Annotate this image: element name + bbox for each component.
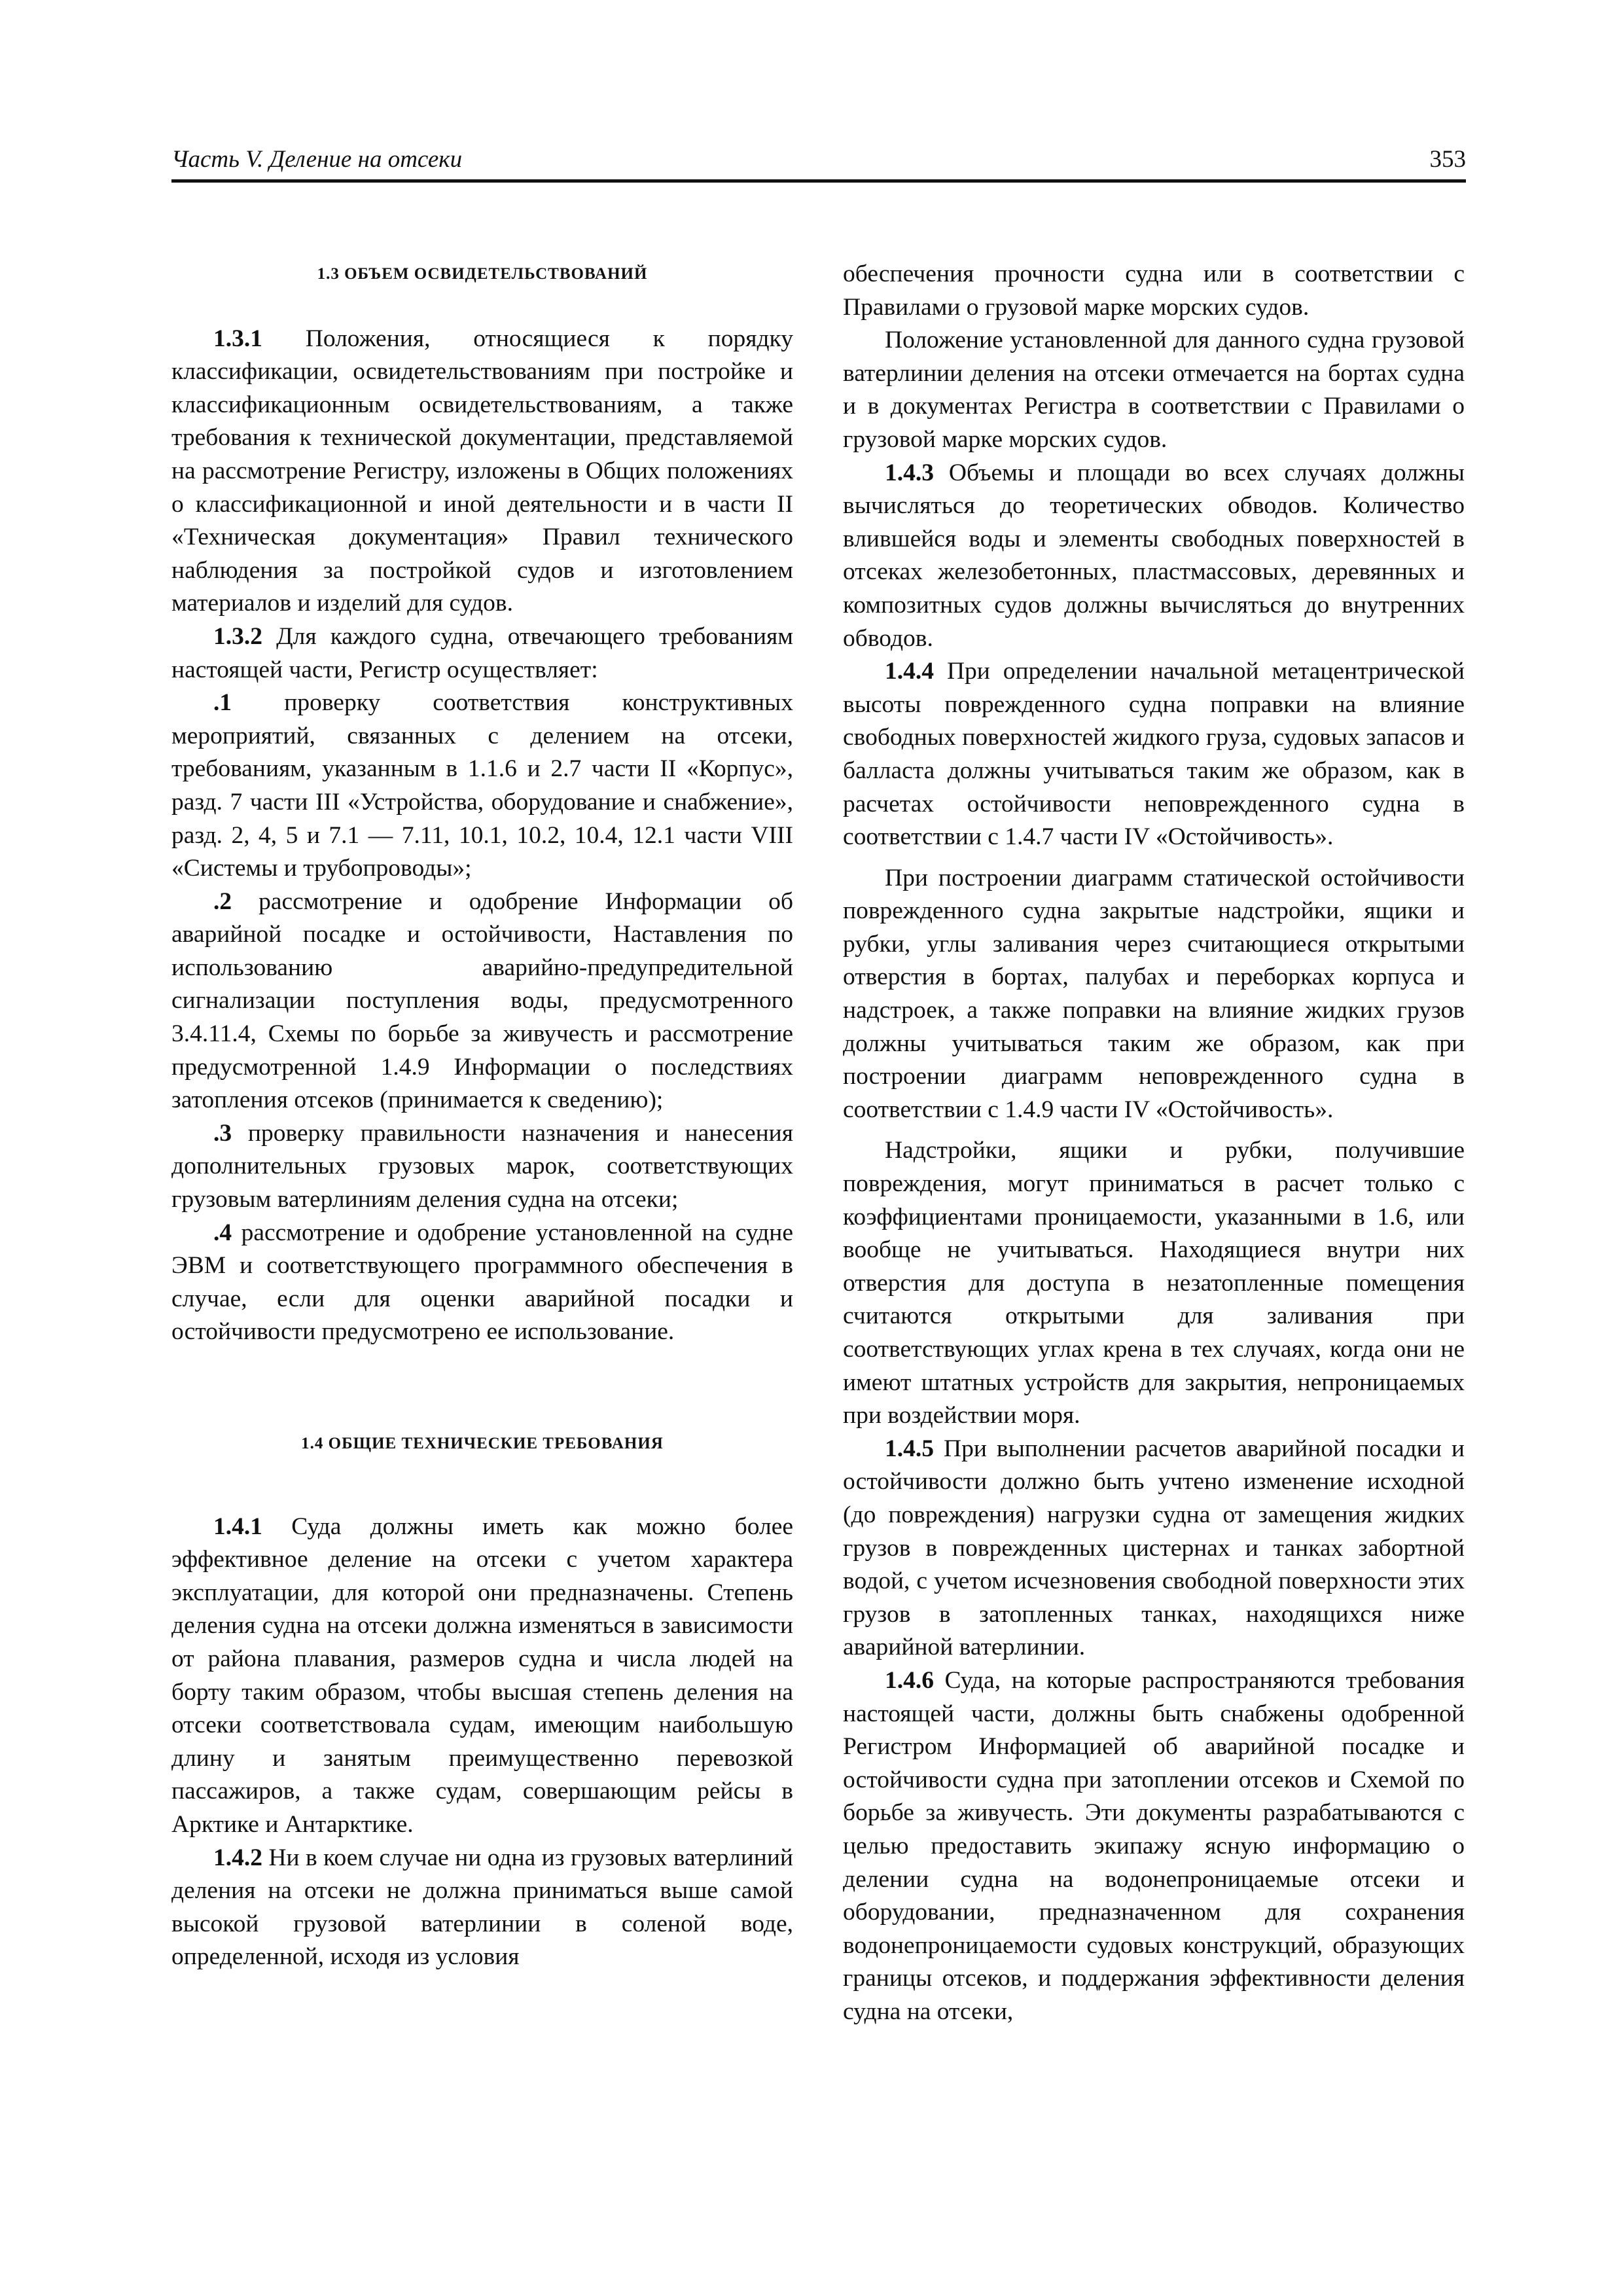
list-item-2 <box>171 886 793 1117</box>
paragraph-1-4-4 <box>843 655 1465 854</box>
paragraph-text: Суда должны иметь как можно более эффективное деление на отсеки с учетом характера эксплуатации, для которой они предназначены. Степень деления судна на отсеки должна изменяться в зависимости от района плавания, размеров судна и числа людей на борту таким образом, чтобы высшая степень деления на отсеки соответствовала судам, имеющим наибольшую длину и занятым преимущественно перевозкой пассажиров, а также судам, совершающим рейсы в Арктике и Антарктике. <box>171 1513 793 1838</box>
section-heading-1-3: 1.3 ОБЪЕМ ОСВИДЕТЕЛЬСТВОВАНИЙ <box>317 265 648 283</box>
paragraph-stability-diagrams: При построении диаграмм статической остойчивости поврежденного судна закрытые надстройки, ящики и рубки, углы заливания через считающиеся открытыми отверстия в бортах, палубах и переборках корпуса и надстроек, а также поправки на влияние жидких грузов должны учитываться таким же образом, как при построении диаграмм неповрежденного судна в соответствии с 1.4.9 части IV «Остойчивость». <box>843 864 1465 1123</box>
clause-number: 1.4.4 <box>885 658 934 685</box>
clause-number: 1.4.1 <box>213 1513 262 1540</box>
paragraph-1-4-6 <box>843 1664 1465 2029</box>
running-title: Часть V. Деление на отсеки <box>171 146 463 173</box>
paragraph-text: Для каждого судна, отвечающего требованиям настоящей части, Регистр осуществляет: <box>171 622 793 683</box>
item-text: проверку соответствия конструктивных мероприятий, связанных с делением на отсеки, требованиям, указанным в 1.1.6 и 2.7 части II «Корпус», разд. 7 части III «Устройства, оборудование и снабжение», разд. 2, 4, 5 и 7.1 — 7.11, 10.1, 10.2, 10.4, 12.1 части VIII «Системы и трубопроводы»; <box>171 689 793 882</box>
list-item-3 <box>171 1117 793 1217</box>
clause-number: 1.4.6 <box>885 1666 934 1694</box>
list-item-1 <box>171 687 793 886</box>
paragraph-text: При выполнении расчетов аварийной посадки и остойчивости должно быть учтено изменение исходной (до повреждения) нагрузки судна от замещения жидких грузов в поврежденных цистернах и танках забортной водой, с учетом исчезновения свободной поверхности этих грузов в затопленных танках, находящихся ниже аварийной ватерлинии. <box>843 1435 1465 1661</box>
paragraph-text: Положения, относящиеся к порядку классификации, освидетельствованиям при постройке и классификационным освидетельствованиям, а также требования к технической документации, представляемой на рассмотрение Регистру, изложены в Общих положениях о классификационной и иной деятельности и в части II «Техническая документация» Правил технического наблюдения за постройкой судов и изготовлением материалов и изделий для судов. <box>171 325 793 617</box>
clause-number: 1.3.2 <box>213 622 262 650</box>
clause-number: 1.4.2 <box>213 1844 262 1871</box>
item-text: рассмотрение и одобрение установленной на судне ЭВМ и соответствующего программного обеспечения в случае, если для оценки аварийной посадки и остойчивости предусмотрено ее использование. <box>171 1219 793 1346</box>
clause-number: 1.4.3 <box>885 459 934 486</box>
paragraph-text: Объемы и площади во всех случаях должны вычисляться до теоретических обводов. Количество влившейся воды и элементы свободных поверхностей в отсеках железобетонных, пластмассовых, деревянных и композитных судов должны вычисляться до внутренних обводов. <box>843 459 1465 652</box>
list-item-4 <box>171 1217 793 1349</box>
left-column <box>171 258 793 1974</box>
paragraph-1-3-1 <box>171 323 793 620</box>
item-number: .2 <box>213 888 232 915</box>
item-text: рассмотрение и одобрение Информации об аварийной посадке и остойчивости, Наставления по использованию аварийно-предупредительной сигнализации поступления воды, предусмотренного 3.4.11.4, Схемы по борьбе за живучесть и рассмотрение предусмотренной 1.4.9 Информации о последствиях затопления отсеков (принимается к сведению); <box>171 888 793 1114</box>
item-text: проверку правильности назначения и нанесения дополнительных грузовых марок, соответствующих грузовым ватерлиниям деления судна на отсеки; <box>171 1119 793 1213</box>
paragraph-text: Суда, на которые распространяются требования настоящей части, должны быть снабжены одобренной Регистром Информацией об аварийной посадке и остойчивости судна при затоплении отсеков и Схемой по борьбе за живучесть. Эти документы разрабатываются с целью предоставить экипажу ясную информацию о делении судна на водонепроницаемые отсеки и оборудовании, предназначенном для сохранения водонепроницаемости судовых конструкций, образующих границы отсеков, и поддержания эффективности деления судна на отсеки, <box>843 1666 1465 2025</box>
page-header <box>171 143 1466 183</box>
paragraph-1-4-2 <box>171 1842 793 1974</box>
section-heading-1-4: 1.4 ОБЩИЕ ТЕХНИЧЕСКИЕ ТРЕБОВАНИЯ <box>301 1435 664 1452</box>
clause-number: 1.4.5 <box>885 1435 934 1462</box>
paragraph-1-4-3 <box>843 457 1465 656</box>
paragraph-1-4-5 <box>843 1433 1465 1664</box>
paragraph-1-3-2 <box>171 620 793 687</box>
item-number: .1 <box>213 689 232 717</box>
clause-number: 1.3.1 <box>213 325 262 352</box>
paragraph-text: При определении начальной метацентрической высоты поврежденного судна поправки на влияние свободных поверхностей жидкого груза, судовых запасов и балласта должны учитываться таким же образом, как в расчетах остойчивости неповрежденного судна в соответствии с 1.4.7 части IV «Остойчивость». <box>843 658 1465 851</box>
paragraph-damaged-superstructures: Надстройки, ящики и рубки, получившие повреждения, могут приниматься в расчет только с коэффициентами проницаемости, указанными в 1.6, или вообще не учитываться. Находящиеся внутри них отверстия для доступа в незатопленные помещения считаются открытыми для заливания при соответствующих углах крена в тех случаях, когда они не имеют штатных устройств для закрытия, непроницаемых при воздействии моря. <box>843 1137 1465 1429</box>
paragraph-text: Ни в коем случае ни одна из грузовых ватерлиний деления на отсеки не должна приниматься выше самой высокой грузовой ватерлинии в соленой воде, определенной, исходя из условия <box>171 1844 793 1971</box>
paragraph-1-4-1 <box>171 1511 793 1842</box>
paragraph-continuation: обеспечения прочности судна или в соответствии с Правилами о грузовой марке морских судов. <box>843 260 1465 321</box>
item-number: .3 <box>213 1119 232 1147</box>
item-number: .4 <box>213 1219 232 1246</box>
right-column <box>843 258 1465 2028</box>
paragraph-waterline-marking: Положение установленной для данного судна грузовой ватерлинии деления на отсеки отмечается на бортах судна и в документах Регистра в соответствии с Правилами о грузовой марке морских судов. <box>843 327 1465 453</box>
page-number: 353 <box>1429 146 1466 173</box>
